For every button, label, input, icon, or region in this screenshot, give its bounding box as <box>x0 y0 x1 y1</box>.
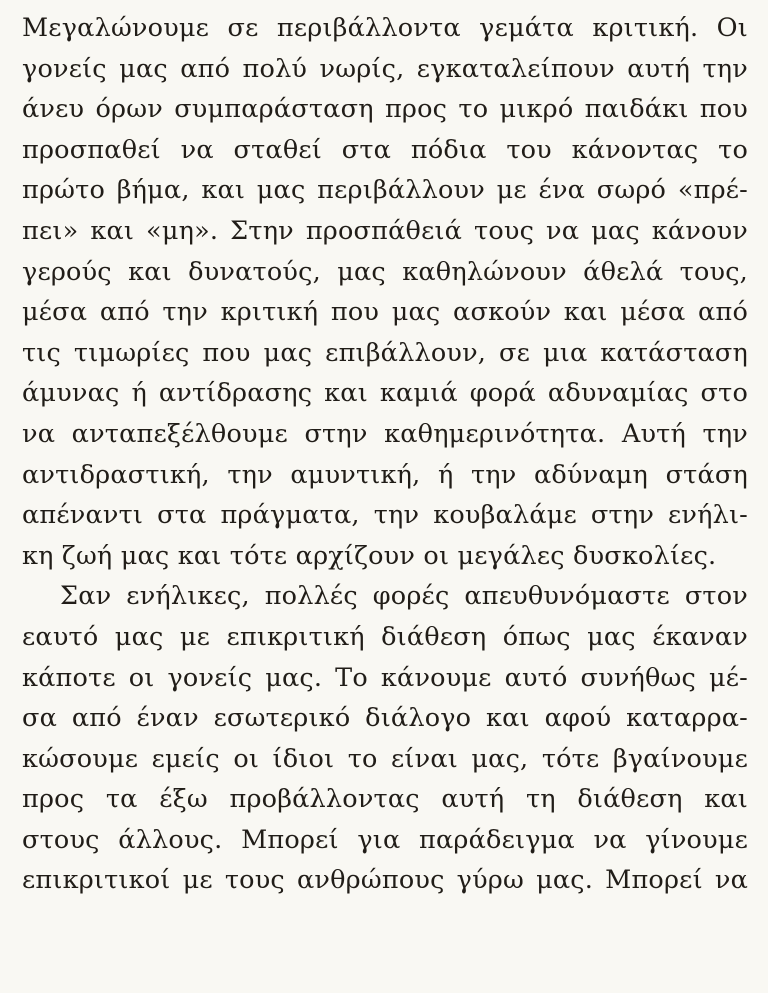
paragraph-1 <box>22 8 748 576</box>
paragraph-2 <box>22 576 748 901</box>
text-line: εαυτό μας με επικριτική διάθεση όπως μας έκαναν <box>22 621 748 652</box>
text-line: σα από έναν εσωτερικό διάλογο και αφού καταρρα- <box>22 703 748 734</box>
text-line: στους άλλους. Μπορεί για παράδειγμα να γίνουμε <box>22 824 748 855</box>
text-line: απέναντι στα πράγματα, την κουβαλάμε στην ενήλι- <box>22 500 748 531</box>
text-line: πρώτο βήμα, και μας περιβάλλουν με ένα σωρό «πρέ- <box>22 175 748 206</box>
text-line: πει» και «μη». Στην προσπάθειά τους να μας κάνουν <box>22 215 748 246</box>
text-line: επικριτικοί με τους ανθρώπους γύρω μας. Μπορεί να <box>22 865 748 896</box>
text-line: μέσα από την κριτική που μας ασκούν και μέσα από <box>22 297 748 328</box>
text-line: αντιδραστική, την αμυντική, ή την αδύναμη στάση <box>22 459 748 490</box>
text-line: γονείς μας από πολύ νωρίς, εγκαταλείπουν αυτή την <box>22 53 748 84</box>
text-line: να ανταπεξέλθουμε στην καθημερινότητα. Αυτή την <box>22 418 748 449</box>
text-line: άμυνας ή αντίδρασης και καμιά φορά αδυναμίας στο <box>22 378 748 409</box>
text-line: άνευ όρων συμπαράσταση προς το μικρό παιδάκι που <box>22 94 748 125</box>
text-line: προσπαθεί να σταθεί στα πόδια του κάνοντας το <box>22 134 748 165</box>
text-line: κώσουμε εμείς οι ίδιοι το είναι μας, τότε βγαίνουμε <box>22 743 748 774</box>
text-line: κάποτε οι γονείς μας. Το κάνουμε αυτό συνήθως μέ- <box>22 662 748 693</box>
text-line: προς τα έξω προβάλλοντας αυτή τη διάθεση και <box>22 784 748 815</box>
document-page <box>22 8 748 901</box>
text-line: τις τιμωρίες που μας επιβάλλουν, σε μια κατάσταση <box>22 337 748 368</box>
text-line: γερούς και δυνατούς, μας καθηλώνουν άθελά τους, <box>22 256 748 287</box>
text-line: κη ζωή μας και τότε αρχίζουν οι μεγάλες δυσκολίες. <box>22 540 717 571</box>
text-line: Μεγαλώνουμε σε περιβάλλοντα γεμάτα κριτική. Οι <box>22 13 748 43</box>
text-line: Σαν ενήλικες, πολλές φορές απευθυνόμαστε στον <box>60 581 748 612</box>
